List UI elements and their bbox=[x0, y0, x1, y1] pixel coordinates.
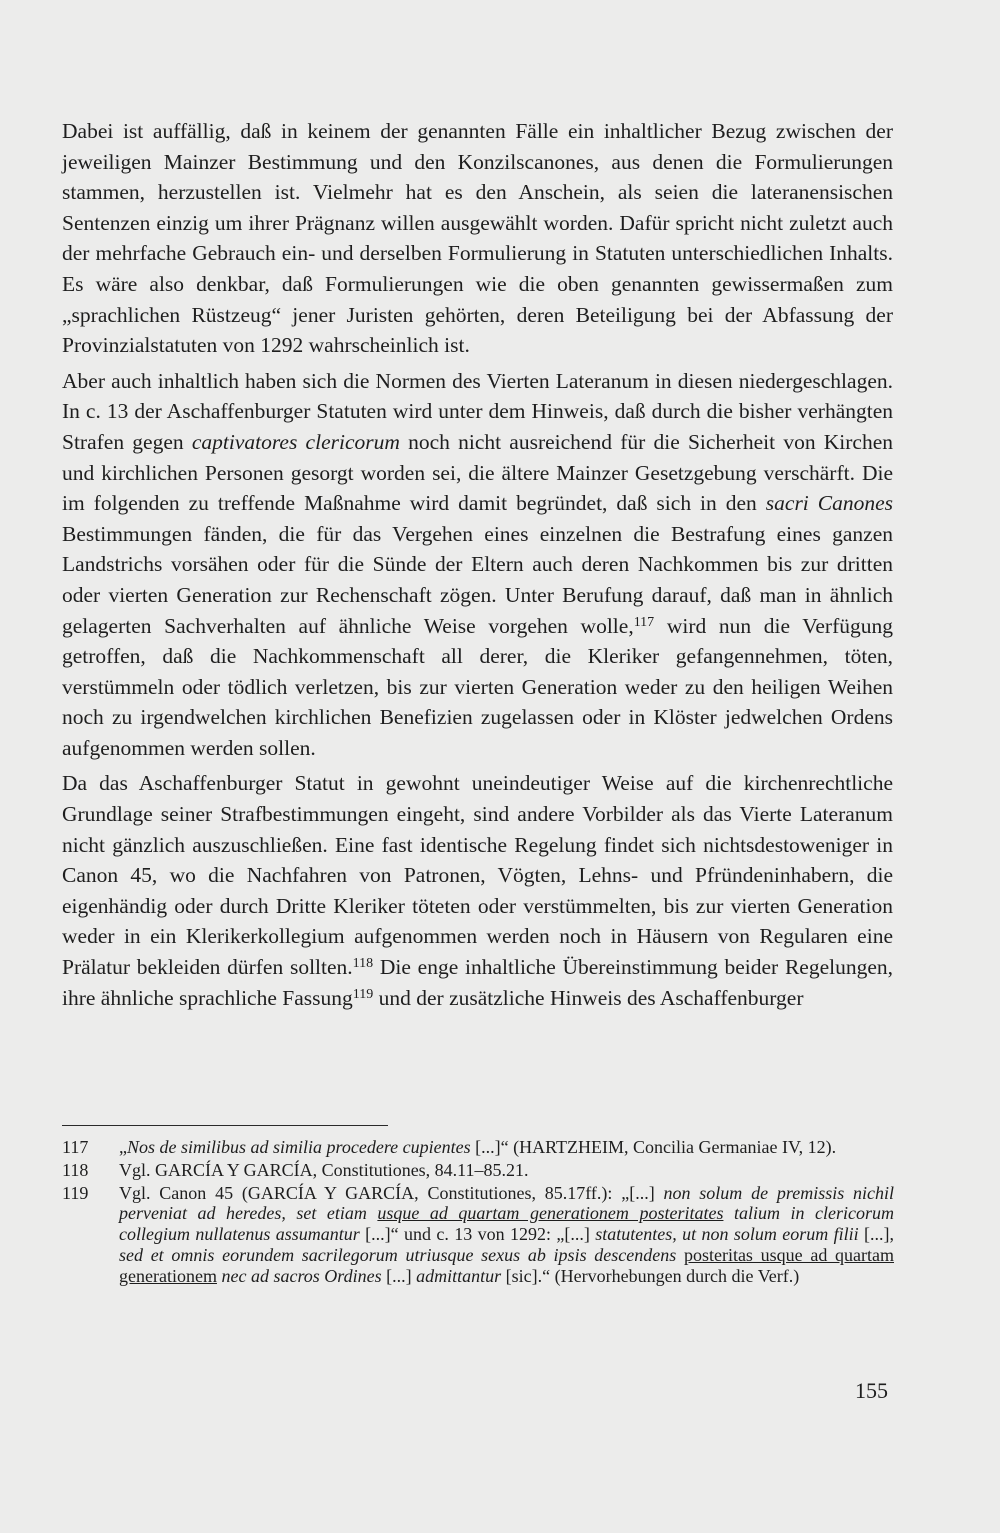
footnote-119: 119 Vgl. Canon 45 (GARCÍA Y GARCÍA, Constitutiones, 85.17ff.): „[...] non solum de premissis nichil perveniat ad heredes, set etiam usque ad quartam generationem posteritates talium in clericorum collegium nullatenus assumantur [...]“ und c. 13 von 1292: „[...] statutentes, ut non solum eorum filii [...], sed et omnis eorundem sacrilegorum utriusque sexus ab ipsis descendens posteritas usque ad quartam generationem nec ad sacros Ordines [...] admittantur [sic].“ (Hervorhebungen durch die Verf.) bbox=[62, 1182, 895, 1286]
footnote-117: 117 „Nos de similibus ad similia procedere cupientes [...]“ (HARTZHEIM, Concilia Germaniae IV, 12). bbox=[62, 1137, 837, 1157]
footnote-118: 118 Vgl. GARCÍA Y GARCÍA, Constitutiones, 84.11–85.21. bbox=[62, 1159, 529, 1180]
footnote-ref-118[interactable]: 118 bbox=[352, 956, 374, 972]
footnotes bbox=[62, 1137, 894, 1289]
footnote-ref-119[interactable]: 119 bbox=[352, 986, 374, 1002]
paragraph-2: Aber auch inhaltlich haben sich die Normen des Vierten Lateranum in diesen niedergeschlagen. In c. 13 der Aschaffenburger Statuten wird unter dem Hinweis, daß durch die bisher verhängten Strafen gegen captivatores clericorum noch nicht ausreichend für die Sicherheit von Kirchen und kirchlichen Personen gesorgt worden sei, die ältere Mainzer Gesetzgebung verschärft. Die im folgenden zu treffende Maßnahme wird damit begründet, daß sich in den sacri Canones Bestimmungen fänden, die für das Vergehen eines einzelnen die Bestrafung eines ganzen Landstrichs vorsähen oder für die Sünde der Eltern auch deren Nachkommen bis zur dritten oder vierten Generation zur Rechenschaft zögen. Unter Berufung darauf, daß man in ähnlich gelagerten Sachverhalten auf ähnliche Weise vorgehen wolle,$^{117}$ wird nun die Verfügung getroffen, daß die Nachkommenschaft all derer, die Kleriker gefangennehmen, töten, verstümmeln oder tödlich verletzen, bis zur vierten Generation weder zu den heiligen Weihen noch zu irgendwelchen kirchlichen Benefizien zugelassen oder in Klöster jedwelchen Ordens aufgenommen werden sollen. bbox=[62, 368, 894, 760]
paragraph-1: Dabei ist auffällig, daß in keinem der genannten Fälle ein inhaltlicher Bezug zwischen der jeweiligen Mainzer Bestimmung und den Konzilscanones, aus denen die Formulierungen stammen, herzustellen ist. Vielmehr hat es den Anschein, als seien die lateranensischen Sentenzen einzig um ihrer Prägnanz willen ausgewählt worden. Dafür spricht nicht zuletzt auch der mehrfache Gebrauch ein- und derselben Formulierung in Statuten unterschiedlichen Inhalts. Es wäre also denkbar, daß Formulierungen wie die oben genannten gewissermaßen zum „sprachlichen Rüstzeug“ jener Juristen gehörten, deren Beteiligung bei der Abfassung der Provinzialstatuten von 1292 wahrscheinlich ist. bbox=[62, 119, 893, 358]
footnote-number: 117 bbox=[62, 1137, 89, 1157]
footnote-number: 118 bbox=[62, 1159, 89, 1180]
footnote-divider bbox=[62, 1125, 388, 1126]
main-text bbox=[62, 116, 893, 1018]
footnote-ref-117[interactable]: 117 bbox=[633, 614, 655, 630]
latin-term: captivatores clericorum bbox=[191, 429, 400, 454]
latin-term: sacri Canones bbox=[765, 491, 894, 516]
paragraph-3: Da das Aschaffenburger Statut in gewohnt uneindeutiger Weise auf die kirchenrechtliche Grundlage seiner Strafbestimmungen eingeht, sind andere Vorbilder als das Vierte Lateranum nicht gänzlich auszuschließen. Eine fast identische Regelung findet sich nichtsdestoweniger in Canon 45, wo die Nachfahren von Patronen, Vögten, Lehns- und Pfründeninhabern, die eigenhändig oder durch Dritte Kleriker töteten oder verstümmelten, bis zur vierten Generation weder in ein Klerikerkollegium aufgenommen werden noch in Häusern von Regularen eine Prälatur bekleiden dürfen sollten.$^{118}$ Die enge inhaltliche Übereinstimmung beider Regelungen, ihre ähnliche sprachliche Fassung$^{119}$ und der zusätzliche Hinweis des Aschaffenburger bbox=[62, 771, 894, 1010]
page-number: 155 bbox=[855, 1378, 888, 1403]
footnote-number: 119 bbox=[62, 1182, 89, 1203]
